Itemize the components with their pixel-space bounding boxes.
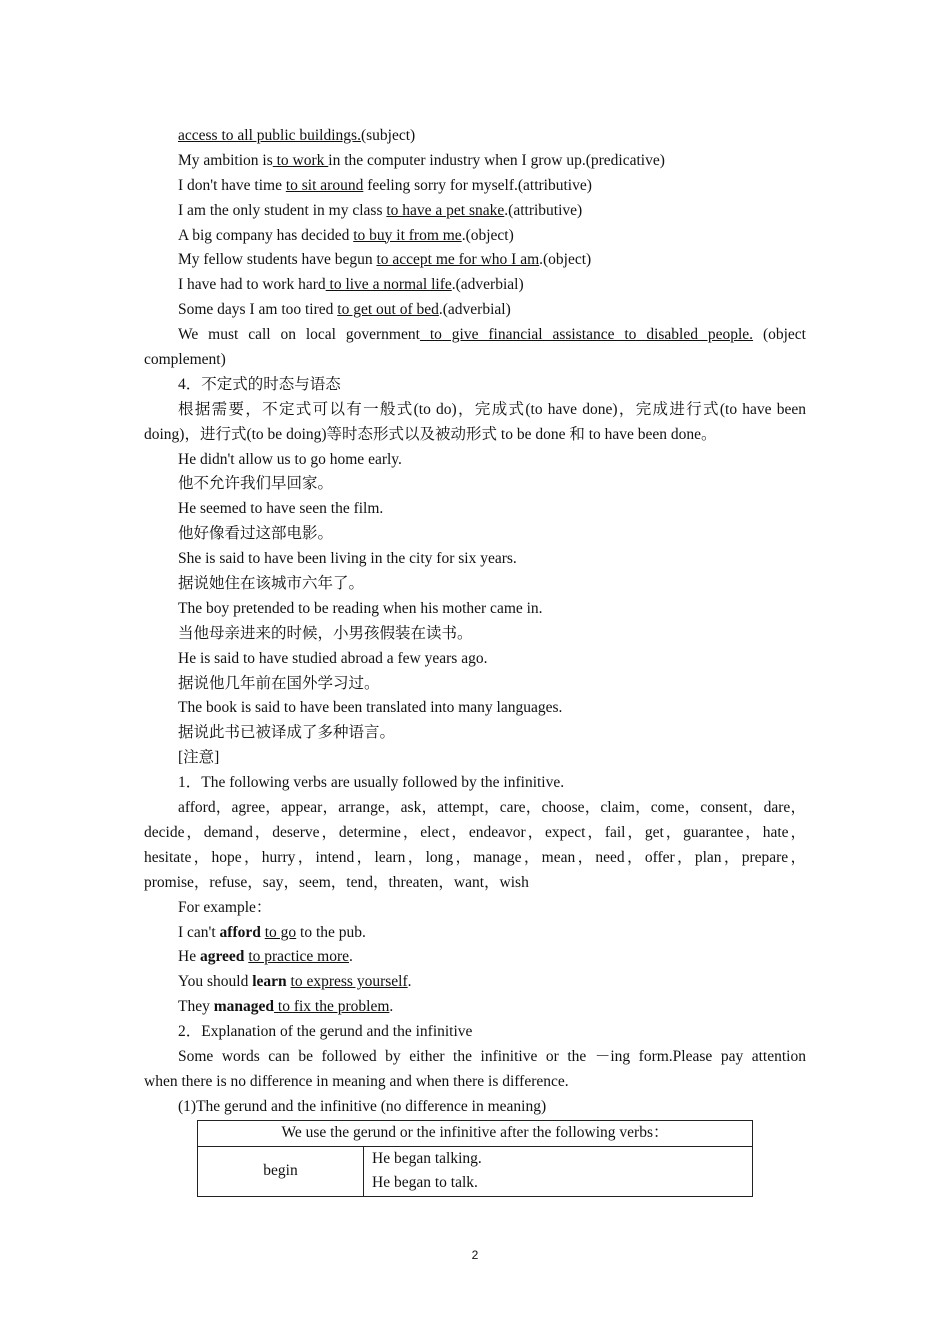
table-example-cell: He began to talk. (364, 1171, 753, 1196)
section-paragraph-line-1: 根据需要，不定式可以有一般式(to do)，完成式(to have done)，完成进行式(to have been (178, 400, 806, 418)
tense-example-zh: 他好像看过这部电影。 (178, 525, 334, 543)
table-header: We use the gerund or the infinitive after the following verbs： (198, 1121, 753, 1147)
verb-list-line-4: promise，refuse，say，seem，tend，threaten，want，wish (144, 873, 529, 891)
notes-item-2-subheading: (1)The gerund and the infinitive (no difference in meaning) (178, 1097, 547, 1115)
table-verb-cell: begin (198, 1146, 364, 1196)
gerund-infinitive-table (197, 1120, 753, 1197)
verb-list-line-3: hesitate，hope，hurry，intend，learn，long，manage，mean，need，offer，plan，prepare， (144, 848, 806, 866)
verb-list-line-1: afford，agree，appear，arrange，ask，attempt，care，choose，claim，come，consent，dare， (178, 799, 806, 817)
example-object-2: My fellow students have begun to accept me for who I am.(object) (178, 251, 592, 269)
example-adverbial-2: Some days I am too tired to get out of bed.(adverbial) (178, 301, 511, 319)
tense-example-en: The boy pretended to be reading when his mother came in. (178, 599, 543, 617)
table-example-cell: He began talking. (364, 1146, 753, 1171)
tense-example-zh: 据说她住在该城市六年了。 (178, 575, 365, 593)
example-adverbial-1: I have had to work hard to live a normal life.(adverbial) (178, 276, 524, 294)
notes-heading: [注意] (178, 749, 220, 767)
example-object-complement-cont: complement) (144, 351, 226, 369)
tense-example-zh: 他不允许我们早回家。 (178, 475, 334, 493)
notes-item-2-line-2: when there is no difference in meaning and when there is difference. (144, 1072, 569, 1090)
example-attributive-1: I don't have time to sit around feeling sorry for myself.(attributive) (178, 176, 592, 194)
verb-example: I can't afford to go to the pub. (178, 923, 366, 941)
table-row (198, 1146, 753, 1171)
page-number: 2 (471, 1248, 479, 1262)
page-content (144, 124, 806, 1120)
tense-example-zh: 当他母亲进来的时候，小男孩假装在读书。 (178, 624, 473, 642)
section-paragraph-line-2: doing)，进行式(to be doing)等时态形式以及被动形式 to be done 和 to have been done。 (144, 425, 717, 443)
verb-example: He agreed to practice more. (178, 948, 353, 966)
tense-example-zh: 据说此书已被译成了多种语言。 (178, 724, 396, 742)
example-subject: access to all public buildings.(subject) (178, 127, 416, 144)
notes-item-2-line-1: Some words can be followed by either the infinitive or the －ing form.Please pay attention (178, 1047, 806, 1065)
example-predicative: My ambition is to work in the computer industry when I grow up.(predicative) (178, 151, 665, 169)
section-heading: 4．不定式的时态与语态 (178, 375, 341, 393)
tense-example-en: She is said to have been living in the city for six years. (178, 550, 517, 568)
verb-example: They managed to fix the problem. (178, 998, 394, 1016)
example-object-1: A big company has decided to buy it from me.(object) (178, 226, 514, 244)
notes-item-1: 1．The following verbs are usually followed by the infinitive. (178, 774, 565, 792)
notes-item-2: 2．Explanation of the gerund and the infinitive (178, 1023, 473, 1041)
tense-example-en: He didn't allow us to go home early. (178, 450, 402, 468)
tense-example-en: He is said to have studied abroad a few years ago. (178, 649, 488, 667)
tense-example-en: The book is said to have been translated into many languages. (178, 699, 563, 717)
tense-example-en: He seemed to have seen the film. (178, 500, 384, 518)
table-header-row (198, 1121, 753, 1147)
tense-example-zh: 据说他几年前在国外学习过。 (178, 674, 380, 692)
verb-list-line-2: decide，demand，deserve，determine，elect，endeavor，expect，fail，get，guarantee，hate， (144, 823, 806, 841)
for-example-label: For example： (178, 898, 272, 916)
verb-example: You should learn to express yourself. (178, 973, 412, 991)
example-object-complement: We must call on local government to give financial assistance to disabled people. (object (178, 326, 806, 344)
example-attributive-2: I am the only student in my class to have a pet snake.(attributive) (178, 201, 583, 219)
